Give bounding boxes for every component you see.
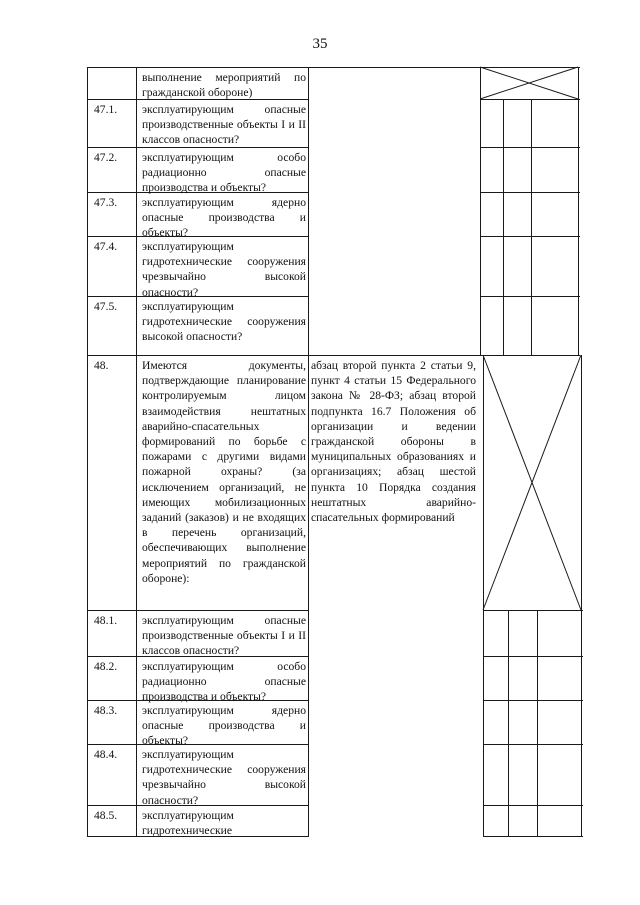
- item-number: 47.5.: [94, 300, 118, 313]
- question-text: эксплуатирующим особо радиационно опасные производства и объекты?: [142, 660, 306, 704]
- question-text: эксплуатирующим гидротехнические сооружения чрезвычайно высокой опасности?: [142, 240, 306, 299]
- page-number: 35: [312, 36, 328, 52]
- item-number: 47.4.: [94, 240, 118, 253]
- question-text: эксплуатирующим опасные производственные объекты I и II классов опасности?: [142, 103, 306, 147]
- question-text: эксплуатирующим ядерно опасные производства и объекты?: [142, 704, 306, 748]
- question-text: Имеются документы, подтверждающие планирование контролируемым лицом взаимодействия нештатных аварийно-спасательных формирований по борьбе с пожарами с другими видами пожарной охраны? (за исключением организаций, не имеющих мобилизационных заданий (заказов) и не входящих в перечень организаций, обеспечивающих выполнение мероприятий по гражданской обороне):: [142, 359, 306, 585]
- question-text: эксплуатирующим опасные производственные объекты I и II классов опасности?: [142, 614, 306, 658]
- question-text: эксплуатирующим особо радиационно опасные производства и объекты?: [142, 151, 306, 195]
- question-text: эксплуатирующим гидротехнические сооружения чрезвычайно высокой опасности?: [142, 748, 306, 807]
- item-number: 48.1.: [94, 614, 118, 627]
- question-text: эксплуатирующим гидротехнические сооружения высокой опасности?: [142, 300, 306, 344]
- item-number: 47.2.: [94, 151, 118, 164]
- item-number: 48.2.: [94, 660, 118, 673]
- item-number: 47.1.: [94, 103, 118, 116]
- item-number: 48.: [94, 359, 109, 372]
- item-number: 48.5.: [94, 809, 118, 822]
- item-number: 48.4.: [94, 748, 118, 761]
- question-text: выполнение мероприятий по гражданской обороне): [142, 71, 306, 100]
- question-text: эксплуатирующим гидротехнические: [142, 809, 234, 838]
- item-number: 47.3.: [94, 196, 118, 209]
- legal-reference: абзац второй пункта 2 статьи 9, пункт 4 статьи 15 Федерального закона № 28-ФЗ; абзац второй подпункта 16.7 Положения об организации и ведении гражданской обороны в муниципальных образованиях и организациях; абзац шестой пункта 10 Порядка создания нештатных аварийно-спасательных формирований: [311, 359, 476, 525]
- question-text: эксплуатирующим ядерно опасные производства и объекты?: [142, 196, 306, 240]
- item-number: 48.3.: [94, 704, 118, 717]
